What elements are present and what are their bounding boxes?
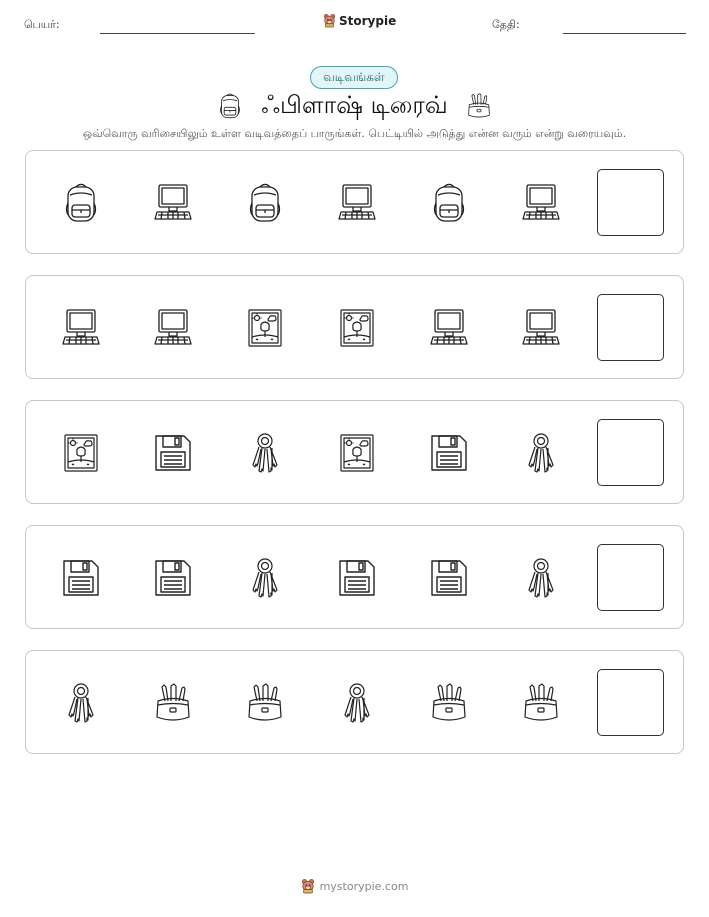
computer-icon bbox=[521, 181, 561, 225]
picture-icon bbox=[337, 431, 377, 475]
answer-box[interactable] bbox=[597, 669, 664, 736]
page-title: ஃபிளாஷ் டிரைவ் bbox=[261, 90, 448, 119]
pencil-case-icon bbox=[153, 681, 193, 725]
pencil-case-icon bbox=[245, 681, 285, 725]
pattern-row bbox=[25, 650, 684, 754]
name-label: பெயர்: bbox=[24, 18, 60, 31]
name-line[interactable] bbox=[100, 33, 255, 34]
answer-box[interactable] bbox=[597, 419, 664, 486]
pencil-case-icon bbox=[429, 681, 469, 725]
keys-icon bbox=[245, 556, 285, 600]
computer-icon bbox=[429, 306, 469, 350]
keys-icon bbox=[245, 431, 285, 475]
floppy-icon bbox=[337, 556, 377, 600]
floppy-icon bbox=[61, 556, 101, 600]
floppy-icon bbox=[153, 431, 193, 475]
answer-box[interactable] bbox=[597, 294, 664, 361]
brand-name: Storypie bbox=[339, 13, 397, 28]
computer-icon bbox=[153, 306, 193, 350]
computer-icon bbox=[521, 306, 561, 350]
backpack-icon bbox=[245, 181, 285, 225]
keys-icon bbox=[337, 681, 377, 725]
bear-icon bbox=[301, 878, 315, 894]
floppy-icon bbox=[153, 556, 193, 600]
pattern-row bbox=[25, 400, 684, 504]
title-row bbox=[0, 90, 709, 122]
backpack-icon bbox=[217, 91, 243, 121]
picture-icon bbox=[337, 306, 377, 350]
computer-icon bbox=[153, 181, 193, 225]
pencil-case-icon bbox=[466, 91, 492, 121]
category-badge: வடிவங்கள் bbox=[310, 66, 398, 89]
picture-icon bbox=[245, 306, 285, 350]
keys-icon bbox=[521, 431, 561, 475]
date-label: தேதி: bbox=[492, 18, 520, 31]
instructions: ஒவ்வொரு வரிசையிலும் உள்ள வடிவத்தைப் பாருங்கள். பெட்டியில் அடுத்து என்ன வரும் என்று வரையவும். bbox=[82, 127, 627, 140]
footer-url: mystorypie.com bbox=[319, 879, 409, 893]
bear-icon bbox=[323, 13, 336, 28]
pattern-row bbox=[25, 525, 684, 629]
brand-logo bbox=[323, 13, 396, 28]
keys-icon bbox=[521, 556, 561, 600]
pattern-row bbox=[25, 275, 684, 379]
computer-icon bbox=[337, 181, 377, 225]
backpack-icon bbox=[429, 181, 469, 225]
pattern-row bbox=[25, 150, 684, 254]
answer-box[interactable] bbox=[597, 544, 664, 611]
keys-icon bbox=[61, 681, 101, 725]
footer bbox=[0, 878, 709, 894]
pencil-case-icon bbox=[521, 681, 561, 725]
date-line[interactable] bbox=[563, 33, 686, 34]
floppy-icon bbox=[429, 556, 469, 600]
backpack-icon bbox=[61, 181, 101, 225]
picture-icon bbox=[61, 431, 101, 475]
answer-box[interactable] bbox=[597, 169, 664, 236]
floppy-icon bbox=[429, 431, 469, 475]
computer-icon bbox=[61, 306, 101, 350]
